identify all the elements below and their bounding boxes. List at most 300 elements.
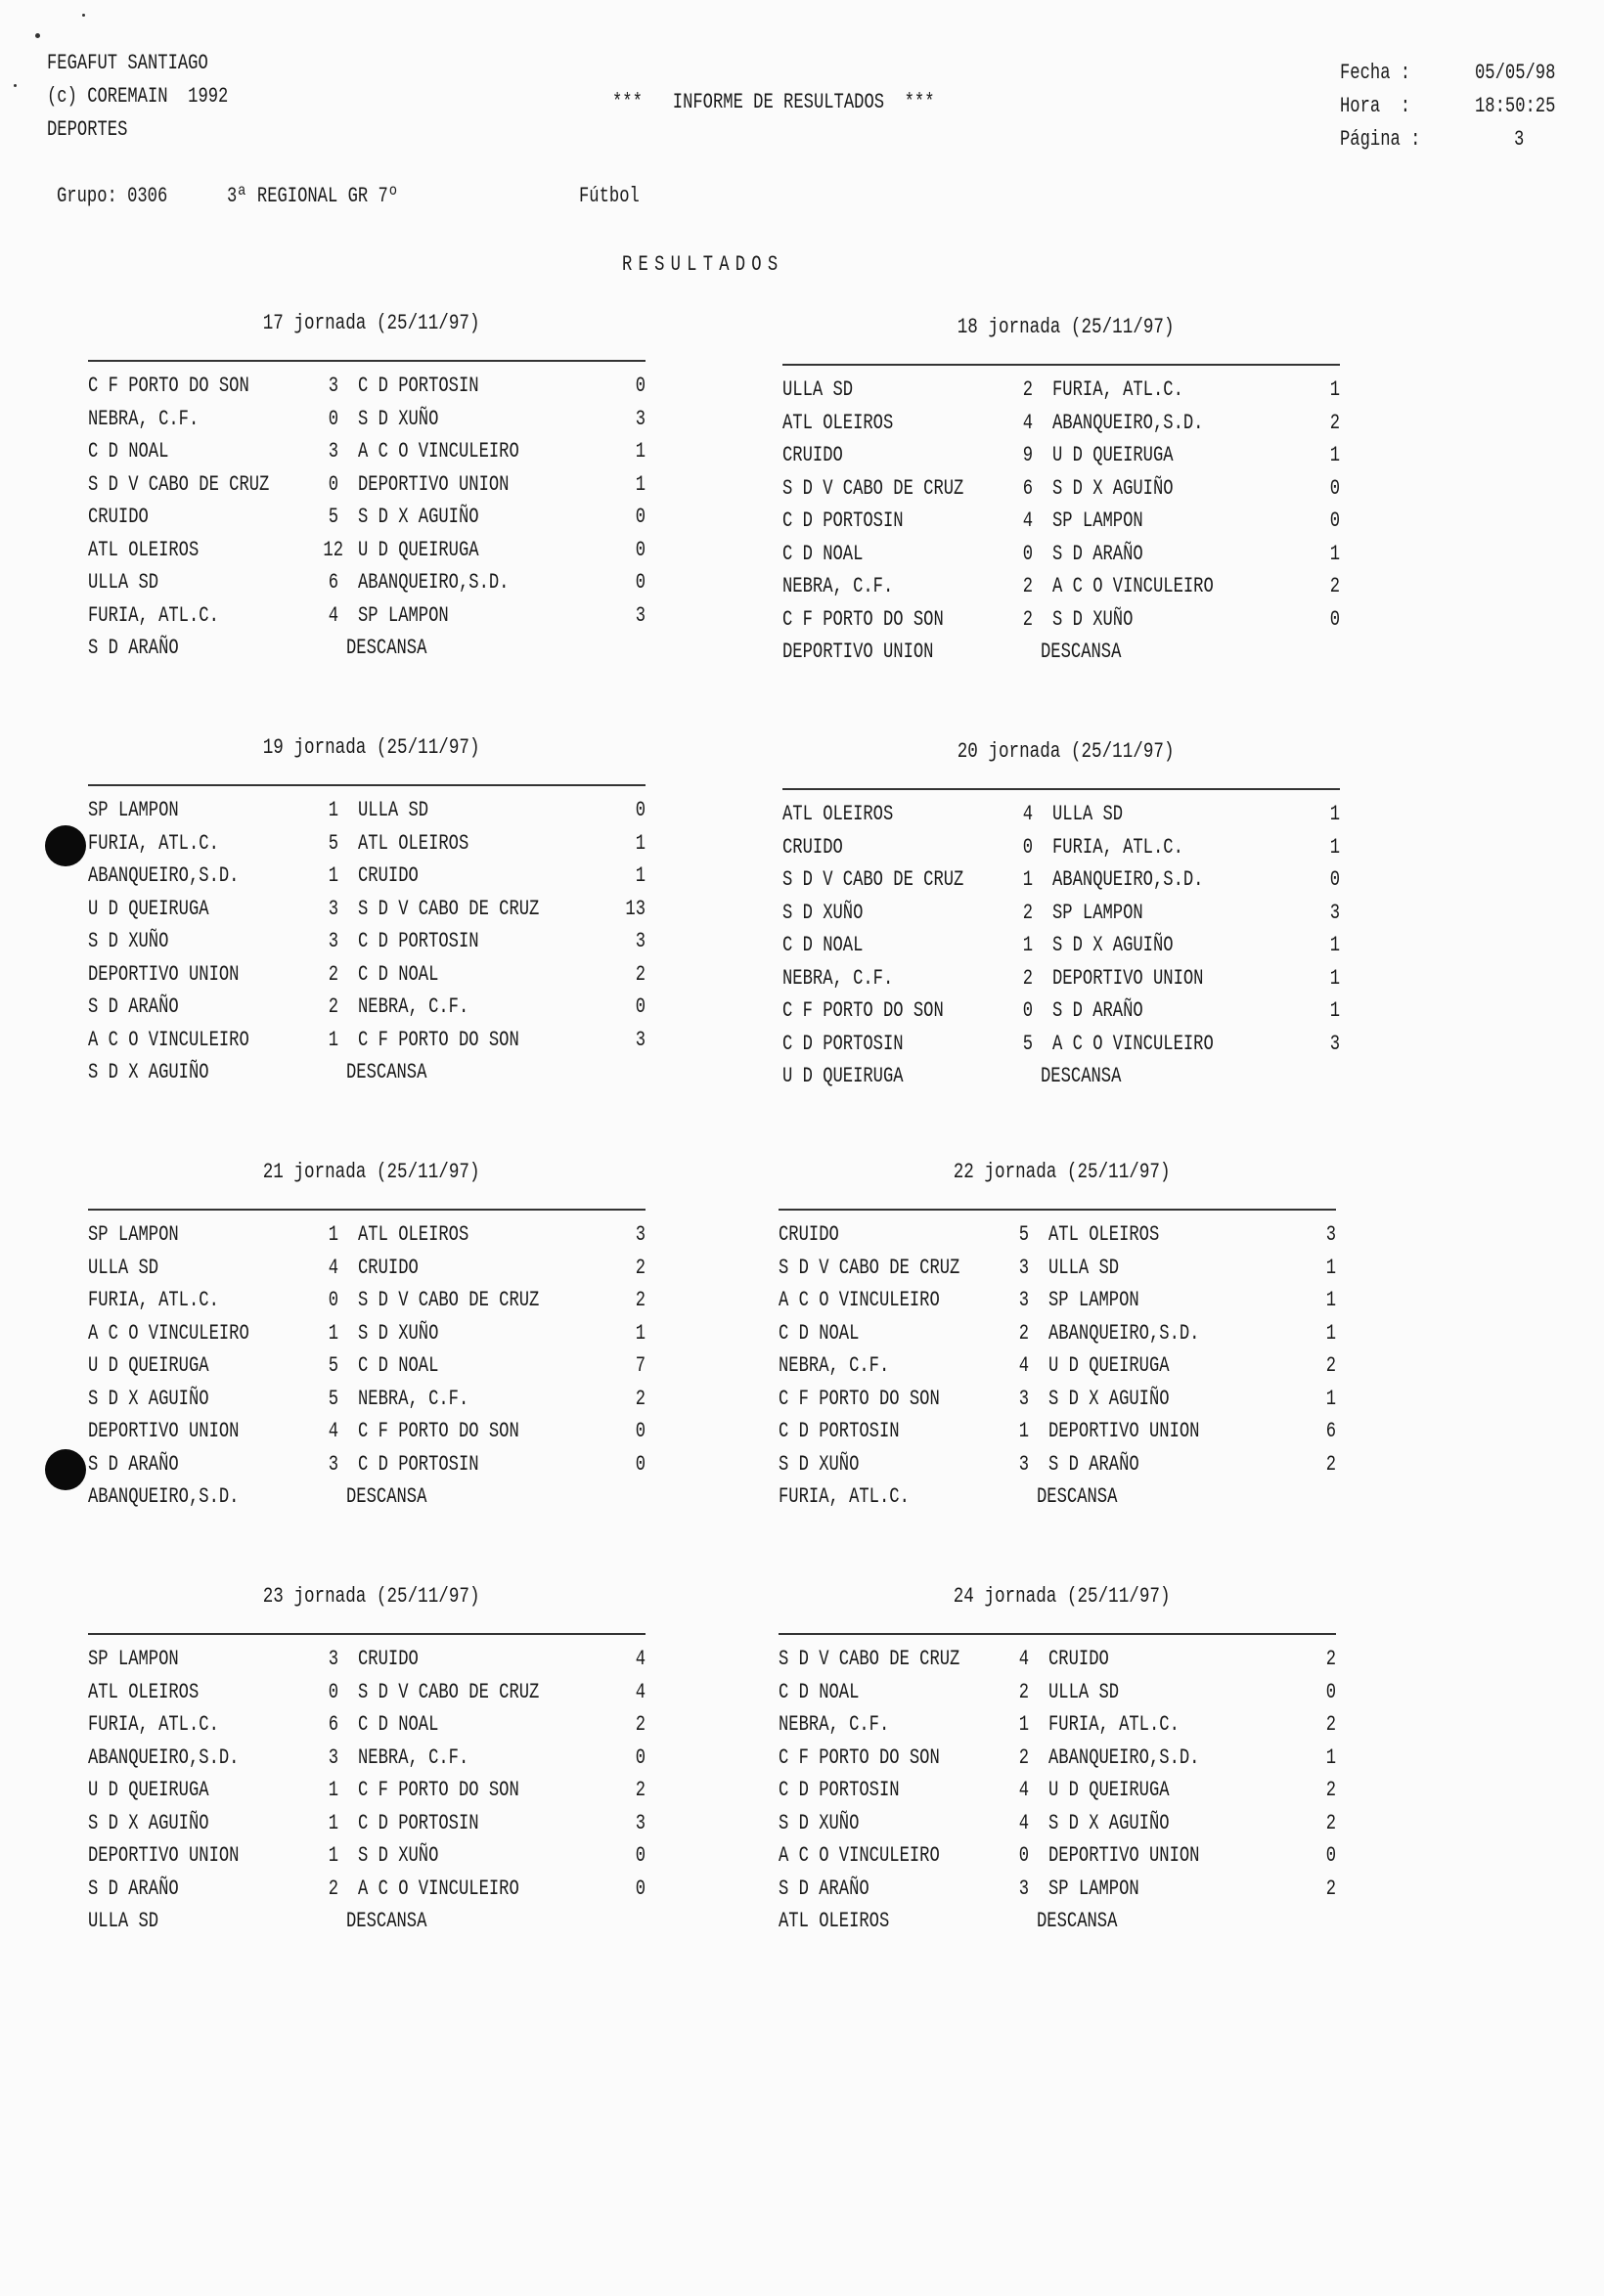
jornada-title: 20 jornada (25/11/97) bbox=[958, 739, 1175, 764]
match-row bbox=[779, 1386, 1346, 1422]
away-score: 1 bbox=[1325, 1744, 1336, 1770]
home-team: A C O VINCULEIRO bbox=[88, 1320, 249, 1346]
away-score: 1 bbox=[1329, 933, 1340, 957]
away-score: 3 bbox=[1329, 1031, 1340, 1056]
jornada-rule bbox=[779, 1633, 1336, 1635]
away-score: 2 bbox=[1325, 1876, 1336, 1901]
jornada-title-wrap bbox=[779, 1160, 1346, 1184]
away-team: A C O VINCULEIRO bbox=[358, 439, 519, 464]
home-score: 1 bbox=[328, 1027, 338, 1052]
away-team: ABANQUEIRO,S.D. bbox=[1048, 1320, 1200, 1346]
home-score: 3 bbox=[328, 374, 338, 398]
rest-row bbox=[88, 1486, 655, 1520]
match-row bbox=[779, 1451, 1346, 1487]
jornada-rule bbox=[779, 1209, 1336, 1211]
away-score: 3 bbox=[635, 602, 646, 628]
match-row bbox=[88, 896, 655, 932]
match-row bbox=[779, 1290, 1346, 1323]
home-team: C D NOAL bbox=[88, 439, 169, 464]
away-score: 1 bbox=[635, 863, 646, 888]
match-list bbox=[88, 375, 655, 671]
away-team: C F PORTO DO SON bbox=[358, 1778, 519, 1802]
away-score: 3 bbox=[635, 406, 646, 431]
away-team: S D ARAÑO bbox=[1052, 541, 1143, 566]
ink-speck bbox=[14, 84, 17, 87]
away-score: 1 bbox=[1325, 1320, 1336, 1346]
home-team: S D V CABO DE CRUZ bbox=[779, 1255, 960, 1280]
organization-block bbox=[47, 53, 280, 153]
jornada-rule bbox=[88, 360, 646, 362]
home-score: 1 bbox=[328, 1320, 338, 1346]
resting-team: FURIA, ATL.C. bbox=[779, 1484, 910, 1509]
match-row bbox=[88, 1290, 655, 1323]
resting-team: ATL OLEIROS bbox=[779, 1909, 890, 1933]
jornada-rule bbox=[88, 1209, 646, 1211]
home-score: 4 bbox=[328, 1255, 338, 1280]
away-score: 7 bbox=[635, 1353, 646, 1378]
match-list bbox=[779, 1224, 1346, 1520]
away-team: CRUIDO bbox=[358, 863, 419, 888]
away-team: S D XUÑO bbox=[358, 406, 439, 431]
jornada-title-wrap bbox=[88, 311, 655, 335]
away-team: C D NOAL bbox=[358, 1353, 439, 1378]
punch-hole bbox=[45, 1449, 86, 1490]
home-score: 2 bbox=[1022, 606, 1033, 632]
home-score: 3 bbox=[328, 896, 338, 921]
home-score: 1 bbox=[328, 1222, 338, 1247]
away-team: ULLA SD bbox=[1048, 1255, 1120, 1280]
home-score: 0 bbox=[1018, 1843, 1029, 1868]
match-row bbox=[779, 1320, 1346, 1356]
away-score: 1 bbox=[1329, 802, 1340, 826]
home-team: C D PORTOSIN bbox=[779, 1419, 900, 1443]
home-score: 3 bbox=[328, 1451, 338, 1477]
home-team: FURIA, ATL.C. bbox=[88, 830, 219, 856]
home-score: 3 bbox=[328, 439, 338, 464]
home-score: 6 bbox=[328, 1712, 338, 1737]
away-team: C D PORTOSIN bbox=[358, 374, 479, 398]
away-score: 1 bbox=[1325, 1386, 1336, 1411]
home-score: 4 bbox=[1022, 508, 1033, 533]
home-score: 1 bbox=[328, 798, 338, 822]
resting-team: ABANQUEIRO,S.D. bbox=[88, 1484, 240, 1509]
home-team: C F PORTO DO SON bbox=[782, 998, 944, 1023]
match-row bbox=[88, 1386, 655, 1422]
match-row bbox=[88, 1744, 655, 1781]
home-team: U D QUEIRUGA bbox=[88, 1353, 209, 1378]
match-list bbox=[779, 1649, 1346, 1944]
match-row bbox=[782, 804, 1350, 837]
home-team: ABANQUEIRO,S.D. bbox=[88, 863, 240, 888]
rest-row bbox=[88, 638, 655, 671]
away-score: 3 bbox=[1329, 900, 1340, 925]
away-team: A C O VINCULEIRO bbox=[1052, 574, 1214, 598]
home-team: SP LAMPON bbox=[88, 1222, 179, 1247]
away-team: S D V CABO DE CRUZ bbox=[358, 1679, 540, 1704]
away-team: ULLA SD bbox=[1052, 802, 1124, 826]
home-team: S D V CABO DE CRUZ bbox=[782, 475, 964, 501]
match-row bbox=[88, 996, 655, 1030]
home-team: S D XUÑO bbox=[779, 1810, 860, 1835]
home-score: 1 bbox=[328, 1843, 338, 1868]
resting-team: U D QUEIRUGA bbox=[782, 1064, 904, 1088]
resting-team: S D ARAÑO bbox=[88, 636, 179, 660]
home-team: C D NOAL bbox=[779, 1679, 860, 1704]
away-score: 3 bbox=[635, 1027, 646, 1052]
group-code: Grupo: 0306 bbox=[57, 184, 168, 208]
away-team: C F PORTO DO SON bbox=[358, 1027, 519, 1052]
home-score: 2 bbox=[328, 1876, 338, 1901]
match-row bbox=[779, 1714, 1346, 1747]
home-team: C D NOAL bbox=[782, 541, 864, 566]
home-score: 4 bbox=[1022, 410, 1033, 435]
home-score: 3 bbox=[1018, 1451, 1029, 1477]
match-list bbox=[782, 379, 1350, 675]
away-team: NEBRA, C.F. bbox=[358, 1744, 469, 1770]
home-team: ULLA SD bbox=[782, 377, 854, 402]
home-score: 4 bbox=[1018, 1353, 1029, 1378]
org-name: FEGAFUT SANTIAGO bbox=[47, 51, 208, 75]
away-team: S D X AGUIÑO bbox=[1048, 1810, 1170, 1835]
punch-hole bbox=[45, 825, 86, 866]
match-row bbox=[88, 1255, 655, 1291]
home-score: 0 bbox=[328, 406, 338, 431]
away-team: S D XUÑO bbox=[1052, 606, 1134, 632]
match-row bbox=[782, 576, 1350, 609]
home-team: C D PORTOSIN bbox=[779, 1778, 900, 1802]
ink-speck bbox=[82, 14, 85, 17]
away-score: 2 bbox=[1325, 1353, 1336, 1378]
home-score: 1 bbox=[1018, 1712, 1029, 1737]
away-score: 2 bbox=[1325, 1810, 1336, 1835]
away-score: 0 bbox=[635, 1876, 646, 1901]
home-team: A C O VINCULEIRO bbox=[779, 1843, 940, 1868]
match-row bbox=[782, 935, 1350, 968]
home-score: 1 bbox=[1022, 933, 1033, 957]
home-score: 5 bbox=[1018, 1222, 1029, 1247]
away-score: 2 bbox=[1329, 574, 1340, 598]
home-team: ABANQUEIRO,S.D. bbox=[88, 1744, 240, 1770]
match-row bbox=[779, 1421, 1346, 1454]
home-team: C F PORTO DO SON bbox=[88, 374, 249, 398]
pagina-label: Página : bbox=[1340, 127, 1421, 152]
match-row bbox=[88, 1878, 655, 1912]
away-score: 2 bbox=[635, 1778, 646, 1802]
away-score: 0 bbox=[1329, 606, 1340, 632]
ink-speck bbox=[35, 33, 40, 38]
away-score: 2 bbox=[635, 1712, 646, 1737]
match-row bbox=[782, 834, 1350, 870]
away-team: C D PORTOSIN bbox=[358, 929, 479, 953]
away-team: C D NOAL bbox=[358, 1712, 439, 1737]
home-score: 4 bbox=[1022, 802, 1033, 826]
home-score: 2 bbox=[1022, 574, 1033, 598]
match-row bbox=[782, 1031, 1350, 1067]
match-row bbox=[88, 1421, 655, 1454]
match-row bbox=[779, 1679, 1346, 1715]
away-score: 13 bbox=[625, 896, 646, 921]
home-team: DEPORTIVO UNION bbox=[88, 961, 240, 987]
home-score: 6 bbox=[1022, 475, 1033, 501]
hora-label: Hora : bbox=[1340, 94, 1411, 118]
match-row bbox=[88, 961, 655, 997]
home-team: S D V CABO DE CRUZ bbox=[782, 867, 964, 892]
home-team: DEPORTIVO UNION bbox=[88, 1843, 240, 1868]
match-row bbox=[88, 800, 655, 833]
jornada-title-wrap bbox=[88, 1160, 655, 1184]
home-score: 1 bbox=[1022, 867, 1033, 892]
away-score: 3 bbox=[635, 1810, 646, 1835]
home-score: 4 bbox=[1018, 1778, 1029, 1802]
away-score: 2 bbox=[1329, 410, 1340, 435]
home-team: C D NOAL bbox=[782, 933, 864, 957]
rest-row bbox=[779, 1486, 1346, 1520]
away-score: 0 bbox=[635, 537, 646, 562]
away-team: S D V CABO DE CRUZ bbox=[358, 896, 540, 921]
away-score: 0 bbox=[635, 1744, 646, 1770]
match-list bbox=[88, 1649, 655, 1944]
away-team: U D QUEIRUGA bbox=[1052, 443, 1174, 467]
jornada-title: 22 jornada (25/11/97) bbox=[954, 1160, 1171, 1184]
home-score: 2 bbox=[1022, 900, 1033, 925]
home-score: 0 bbox=[1022, 541, 1033, 566]
away-score: 2 bbox=[1325, 1712, 1336, 1737]
away-team: C F PORTO DO SON bbox=[358, 1419, 519, 1443]
away-score: 0 bbox=[1329, 475, 1340, 501]
away-team: NEBRA, C.F. bbox=[358, 1386, 469, 1411]
match-row bbox=[88, 931, 655, 964]
away-score: 1 bbox=[635, 1320, 646, 1346]
home-score: 0 bbox=[328, 1679, 338, 1704]
match-row bbox=[88, 572, 655, 605]
home-team: S D ARAÑO bbox=[88, 1451, 179, 1477]
jornada-rule bbox=[88, 1633, 646, 1635]
home-score: 1 bbox=[328, 1778, 338, 1802]
away-team: DEPORTIVO UNION bbox=[1048, 1843, 1200, 1868]
match-row bbox=[779, 1255, 1346, 1291]
match-row bbox=[779, 1649, 1346, 1682]
away-team: ATL OLEIROS bbox=[358, 1222, 469, 1247]
away-team: DEPORTIVO UNION bbox=[358, 471, 510, 497]
home-score: 0 bbox=[328, 1288, 338, 1312]
rest-row bbox=[88, 1062, 655, 1095]
home-score: 9 bbox=[1022, 443, 1033, 467]
match-row bbox=[88, 1027, 655, 1063]
away-score: 0 bbox=[635, 505, 646, 529]
home-team: S D X AGUIÑO bbox=[88, 1386, 209, 1411]
away-score: 1 bbox=[635, 471, 646, 497]
group-category: 3ª REGIONAL GR 7º bbox=[227, 184, 399, 208]
away-team: ULLA SD bbox=[1048, 1679, 1120, 1704]
home-score: 0 bbox=[328, 471, 338, 497]
away-team: FURIA, ATL.C. bbox=[1052, 377, 1183, 402]
away-score: 4 bbox=[635, 1647, 646, 1671]
home-score: 2 bbox=[1022, 965, 1033, 991]
away-score: 3 bbox=[635, 929, 646, 953]
copyright-line: (c) COREMAIN 1992 bbox=[47, 84, 229, 109]
away-team: ATL OLEIROS bbox=[358, 830, 469, 856]
home-team: S D V CABO DE CRUZ bbox=[88, 471, 270, 497]
jornada-title: 19 jornada (25/11/97) bbox=[263, 735, 480, 760]
home-score: 5 bbox=[328, 1353, 338, 1378]
match-row bbox=[88, 1224, 655, 1258]
away-score: 1 bbox=[635, 439, 646, 464]
home-team: ULLA SD bbox=[88, 1255, 159, 1280]
home-score: 3 bbox=[1018, 1876, 1029, 1901]
rest-row bbox=[782, 1066, 1350, 1099]
home-team: CRUIDO bbox=[779, 1222, 839, 1247]
home-team: S D X AGUIÑO bbox=[88, 1810, 209, 1835]
away-team: SP LAMPON bbox=[358, 602, 449, 628]
rest-row bbox=[88, 1911, 655, 1944]
match-row bbox=[88, 471, 655, 508]
away-team: ABANQUEIRO,S.D. bbox=[1052, 410, 1204, 435]
away-score: 0 bbox=[1329, 867, 1340, 892]
match-row bbox=[779, 1224, 1346, 1258]
home-score: 5 bbox=[328, 830, 338, 856]
home-score: 4 bbox=[328, 1419, 338, 1443]
home-team: S D ARAÑO bbox=[779, 1876, 869, 1901]
match-row bbox=[782, 541, 1350, 577]
home-score: 2 bbox=[328, 961, 338, 987]
away-score: 4 bbox=[635, 1679, 646, 1704]
home-score: 0 bbox=[1022, 834, 1033, 860]
jornada-title: 24 jornada (25/11/97) bbox=[954, 1584, 1171, 1609]
away-score: 0 bbox=[1325, 1843, 1336, 1868]
home-team: S D XUÑO bbox=[88, 929, 169, 953]
away-team: U D QUEIRUGA bbox=[358, 537, 479, 562]
home-score: 6 bbox=[328, 570, 338, 595]
away-score: 1 bbox=[1329, 998, 1340, 1023]
away-score: 0 bbox=[635, 1843, 646, 1868]
home-team: U D QUEIRUGA bbox=[88, 896, 209, 921]
away-team: FURIA, ATL.C. bbox=[1052, 834, 1183, 860]
home-team: ULLA SD bbox=[88, 570, 159, 595]
report-title: *** INFORME DE RESULTADOS *** bbox=[612, 90, 935, 114]
home-team: C F PORTO DO SON bbox=[779, 1386, 940, 1411]
rest-row bbox=[782, 641, 1350, 675]
home-score: 3 bbox=[328, 929, 338, 953]
away-score: 6 bbox=[1325, 1419, 1336, 1443]
away-team: ATL OLEIROS bbox=[1048, 1222, 1160, 1247]
match-row bbox=[88, 1780, 655, 1813]
resting-team: ULLA SD bbox=[88, 1909, 159, 1933]
home-team: ATL OLEIROS bbox=[88, 1679, 200, 1704]
jornada-title: 23 jornada (25/11/97) bbox=[263, 1584, 480, 1609]
match-row bbox=[88, 1845, 655, 1878]
department-line: DEPORTES bbox=[47, 117, 128, 142]
away-team: CRUIDO bbox=[1048, 1647, 1109, 1671]
home-team: S D ARAÑO bbox=[88, 994, 179, 1019]
home-team: NEBRA, C.F. bbox=[782, 574, 894, 598]
jornada-title-wrap bbox=[779, 1584, 1346, 1609]
home-score: 5 bbox=[328, 1386, 338, 1411]
match-row bbox=[782, 606, 1350, 642]
rest-label: DESCANSA bbox=[346, 636, 427, 660]
home-team: U D QUEIRUGA bbox=[88, 1778, 209, 1802]
match-row bbox=[779, 1810, 1346, 1846]
rest-label: DESCANSA bbox=[1041, 640, 1122, 664]
jornada-rule bbox=[782, 364, 1340, 366]
away-team: ABANQUEIRO,S.D. bbox=[1048, 1744, 1200, 1770]
away-team: S D V CABO DE CRUZ bbox=[358, 1288, 540, 1312]
jornada-title: 21 jornada (25/11/97) bbox=[263, 1160, 480, 1184]
away-score: 1 bbox=[1329, 541, 1340, 566]
away-score: 2 bbox=[1325, 1451, 1336, 1477]
match-row bbox=[88, 865, 655, 899]
away-team: NEBRA, C.F. bbox=[358, 994, 469, 1019]
jornada-title-wrap bbox=[88, 1584, 655, 1609]
away-team: S D XUÑO bbox=[358, 1843, 439, 1868]
match-row bbox=[779, 1744, 1346, 1781]
home-team: NEBRA, C.F. bbox=[88, 406, 200, 431]
home-score: 12 bbox=[323, 537, 343, 562]
home-team: ATL OLEIROS bbox=[782, 802, 894, 826]
home-team: NEBRA, C.F. bbox=[779, 1712, 890, 1737]
away-team: SP LAMPON bbox=[1052, 508, 1143, 533]
rest-label: DESCANSA bbox=[346, 1484, 427, 1509]
away-team: S D X AGUIÑO bbox=[1048, 1386, 1170, 1411]
away-score: 1 bbox=[1329, 965, 1340, 991]
home-score: 1 bbox=[1018, 1419, 1029, 1443]
away-team: S D X AGUIÑO bbox=[358, 505, 479, 529]
home-team: S D XUÑO bbox=[782, 900, 864, 925]
match-row bbox=[88, 1320, 655, 1356]
home-score: 5 bbox=[1022, 1031, 1033, 1056]
home-score: 3 bbox=[1018, 1255, 1029, 1280]
away-team: S D XUÑO bbox=[358, 1320, 439, 1346]
match-row bbox=[88, 406, 655, 442]
away-score: 2 bbox=[635, 961, 646, 987]
match-row bbox=[88, 602, 655, 639]
away-team: DEPORTIVO UNION bbox=[1048, 1419, 1200, 1443]
home-team: ATL OLEIROS bbox=[88, 537, 200, 562]
home-score: 4 bbox=[1018, 1810, 1029, 1835]
match-list bbox=[782, 804, 1350, 1099]
hora-value: 18:50:25 bbox=[1475, 94, 1556, 118]
away-score: 0 bbox=[635, 1451, 646, 1477]
home-team: CRUIDO bbox=[782, 443, 843, 467]
match-row bbox=[88, 1679, 655, 1715]
home-team: FURIA, ATL.C. bbox=[88, 1288, 219, 1312]
home-team: NEBRA, C.F. bbox=[779, 1353, 890, 1378]
fecha-value: 05/05/98 bbox=[1475, 61, 1556, 85]
away-score: 1 bbox=[1329, 377, 1340, 402]
match-row bbox=[782, 869, 1350, 903]
away-score: 2 bbox=[1325, 1647, 1336, 1671]
home-score: 2 bbox=[1018, 1744, 1029, 1770]
home-team: S D V CABO DE CRUZ bbox=[779, 1647, 960, 1671]
away-score: 0 bbox=[635, 570, 646, 595]
away-team: ABANQUEIRO,S.D. bbox=[358, 570, 510, 595]
home-score: 4 bbox=[328, 602, 338, 628]
match-row bbox=[88, 1355, 655, 1389]
section-title: RESULTADOS bbox=[622, 252, 784, 277]
away-team: SP LAMPON bbox=[1052, 900, 1143, 925]
away-score: 2 bbox=[635, 1255, 646, 1280]
rest-label: DESCANSA bbox=[1037, 1909, 1118, 1933]
away-team: DEPORTIVO UNION bbox=[1052, 965, 1204, 991]
match-row bbox=[782, 965, 1350, 1001]
home-team: C D PORTOSIN bbox=[782, 1031, 904, 1056]
home-score: 4 bbox=[1018, 1647, 1029, 1671]
resting-team: DEPORTIVO UNION bbox=[782, 640, 934, 664]
away-team: C D PORTOSIN bbox=[358, 1810, 479, 1835]
away-score: 1 bbox=[1329, 834, 1340, 860]
away-team: S D ARAÑO bbox=[1048, 1451, 1139, 1477]
resting-team: S D X AGUIÑO bbox=[88, 1060, 209, 1084]
home-team: A C O VINCULEIRO bbox=[779, 1288, 940, 1312]
